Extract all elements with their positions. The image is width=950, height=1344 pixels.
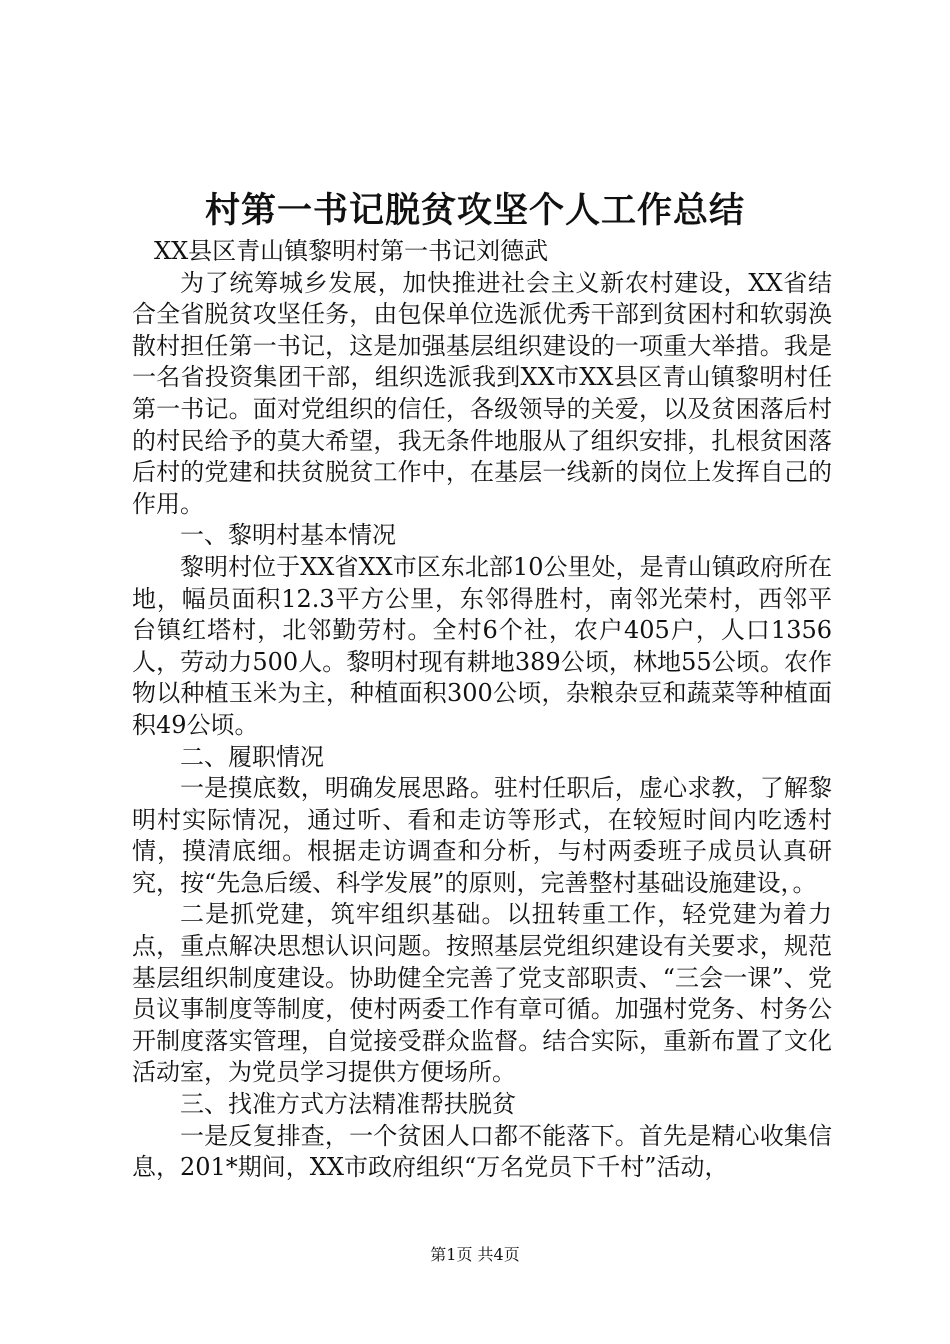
paragraph-poverty-1: 一是反复排查，一个贫困人口都不能落下。首先是精心收集信息，201*期间，XX市政府组织“万名党员下千村”活动，: [132, 1121, 832, 1182]
author-line: XX县区青山镇黎明村第一书记刘德武: [154, 237, 549, 265]
paragraph-duty-1: 一是摸底数，明确发展思路。驻村任职后，虚心求教，了解黎明村实际情况，通过听、看和走访等形式，在较短时间内吃透村情，摸清底细。根据走访调查和分析，与村两委班子成员认真研究，按“先急后缓、科学发展”的原则，完善整村基础设施建设，。: [132, 774, 832, 897]
section-heading-1: 一、黎明村基本情况: [180, 521, 396, 550]
section-heading-2: 二、履职情况: [180, 742, 324, 771]
document-body: [132, 236, 832, 1184]
paragraph-intro: 为了统筹城乡发展，加快推进社会主义新农村建设，XX省结合全省脱贫攻坚任务，由包保单位选派优秀干部到贫困村和软弱涣散村担任第一书记，这是加强基层组织建设的一项重大举措。我是一名省投资集团干部，组织选派我到XX市XX县区青山镇黎明村任第一书记。面对党组织的信任，各级领导的关爱，以及贫困落后村的村民给予的莫大希望，我无条件地服从了组织安排，扎根贫困落后村的党建和扶贫脱贫工作中，在基层一线新的岗位上发挥自己的作用。: [132, 268, 832, 518]
paragraph-duty-2: 二是抓党建，筑牢组织基础。以扭转重工作，轻党建为着力点，重点解决思想认识问题。按照基层党组织建设有关要求，规范基层组织制度建设。协助健全完善了党支部职责、“三会一课”、党员议事制度等制度，使村两委工作有章可循。加强村党务、村务公开制度落实管理，自觉接受群众监督。结合实际，重新布置了文化活动室，为党员学习提供方便场所。: [132, 900, 832, 1087]
section-heading-3: 三、找准方式方法精准帮扶脱贫: [180, 1090, 516, 1119]
page-number-footer: 第1页 共4页: [430, 1245, 520, 1264]
paragraph-village-info: 黎明村位于XX省XX市区东北部10公里处，是青山镇政府所在地，幅员面积12.3平方公里，东邻得胜村，南邻光荣村，西邻平台镇红塔村，北邻勤劳村。全村6个社，农户405户，人口1356人，劳动力500人。黎明村现有耕地389公顷，林地55公顷。农作物以种植玉米为主，种植面积300公顷，杂粮杂豆和蔬菜等种植面积49公顷。: [132, 552, 832, 739]
document-title: 村第一书记脱贫攻坚个人工作总结: [204, 190, 745, 231]
